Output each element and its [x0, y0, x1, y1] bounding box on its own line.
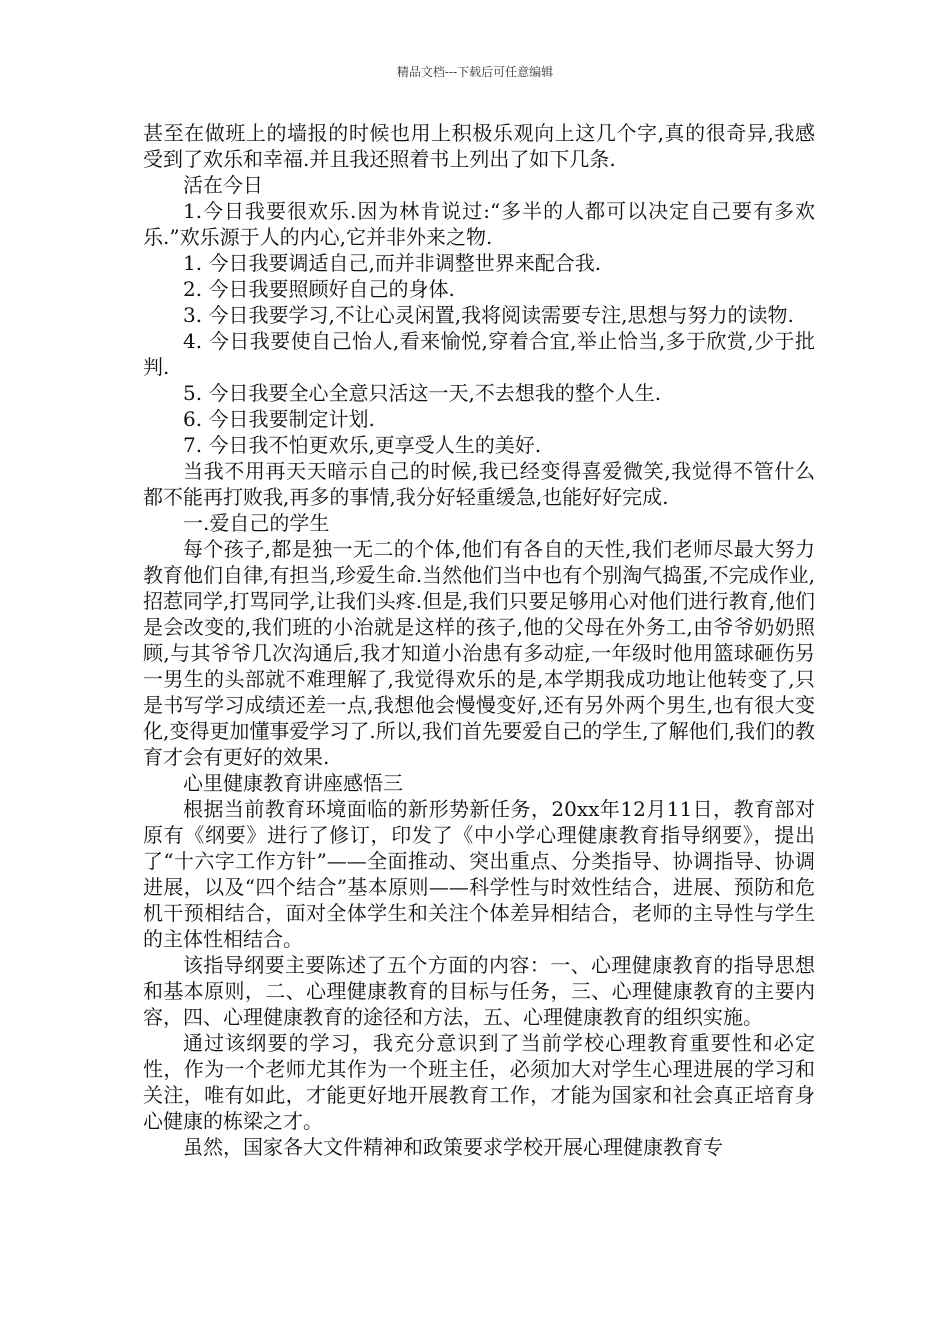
section-heading: 心里健康教育讲座感悟三 [183, 771, 403, 795]
list-item: 5. 今日我要全心全意只活这一天,不去想我的整个人生. [183, 381, 662, 405]
list-item: 2. 今日我要照顾好自己的身体. [183, 277, 455, 301]
list-item: 6. 今日我要制定计划. [183, 407, 375, 431]
paragraph: 该指导纲要主要陈述了五个方面的内容：一、心理健康教育的指导思想和基本原则，二、心理健康教育的目标与任务，三、心理健康教育的主要内容，四、心理健康教育的途径和方法，五、心理健康教育的组织实施。 [143, 953, 815, 1029]
list-item: 7. 今日我不怕更欢乐,更享受人生的美好. [183, 433, 542, 457]
paragraph-heading: 活在今日 [183, 173, 263, 197]
paragraph: 根据当前教育环境面临的新形势新任务，20xx年12月11日，教育部对原有《纲要》进行了修订，印发了《中小学心理健康教育指导纲要》，提出了“十六字工作方针”——全面推动、突出重点、分类指导、协调指导、协调进展，以及“四个结合”基本原则——科学性与时效性结合，进展、预防和危机干预相结合，面对全体学生和关注个体差异相结合，老师的主导性与学生的主体性相结合。 [143, 797, 815, 951]
paragraph: 1.今日我要很欢乐.因为林肯说过:“多半的人都可以决定自己要有多欢乐.”欢乐源于人的内心,它并非外来之物. [143, 199, 815, 249]
section-heading: 一.爱自己的学生 [183, 511, 330, 535]
list-item: 1. 今日我要调适自己,而并非调整世界来配合我. [183, 251, 602, 275]
page-header: 精品文档---下载后可任意编辑 [396, 65, 554, 79]
document-body [143, 120, 815, 1160]
paragraph: 每个孩子,都是独一无二的个体,他们有各自的天性,我们老师尽最大努力教育他们自律,有担当,珍爱生命.当然他们当中也有个别淘气捣蛋,不完成作业,招惹同学,打骂同学,让我们头疼.但是,我们只要足够用心对他们进行教育,他们是会改变的,我们班的小治就是这样的孩子,他的父母在外务工,由爷爷奶奶照顾,与其爷爷几次沟通后,我才知道小治患有多动症,一年级时他用篮球砸伤另一男生的头部就不难理解了,我觉得欢乐的是,本学期我成功地让他转变了,只是书写学习成绩还差一点,我想他会慢慢变好,还有另外两个男生,也有很大变化,变得更加懂事爱学习了.所以,我们首先要爱自己的学生,了解他们,我们的教育才会有更好的效果. [143, 537, 815, 769]
paragraph: 当我不用再天天暗示自己的时候,我已经变得喜爱微笑,我觉得不管什么都不能再打败我,再多的事情,我分好轻重缓急,也能好好完成. [143, 459, 815, 509]
paragraph-continuation: 甚至在做班上的墙报的时候也用上积极乐观向上这几个字,真的很奇异,我感受到了欢乐和幸福.并且我还照着书上列出了如下几条. [143, 121, 815, 171]
list-item: 3. 今日我要学习,不让心灵闲置,我将阅读需要专注,思想与努力的读物. [183, 303, 794, 327]
paragraph: 虽然，国家各大文件精神和政策要求学校开展心理健康教育专 [183, 1135, 723, 1159]
list-item: 4. 今日我要使自己怡人,看来愉悦,穿着合宜,举止恰当,多于欣赏,少于批判. [143, 329, 815, 379]
paragraph: 通过该纲要的学习，我充分意识到了当前学校心理教育重要性和必定性，作为一个老师尤其作为一个班主任，必须加大对学生心理进展的学习和关注，唯有如此，才能更好地开展教育工作，才能为国家和社会真正培育身心健康的栋梁之才。 [143, 1031, 815, 1133]
